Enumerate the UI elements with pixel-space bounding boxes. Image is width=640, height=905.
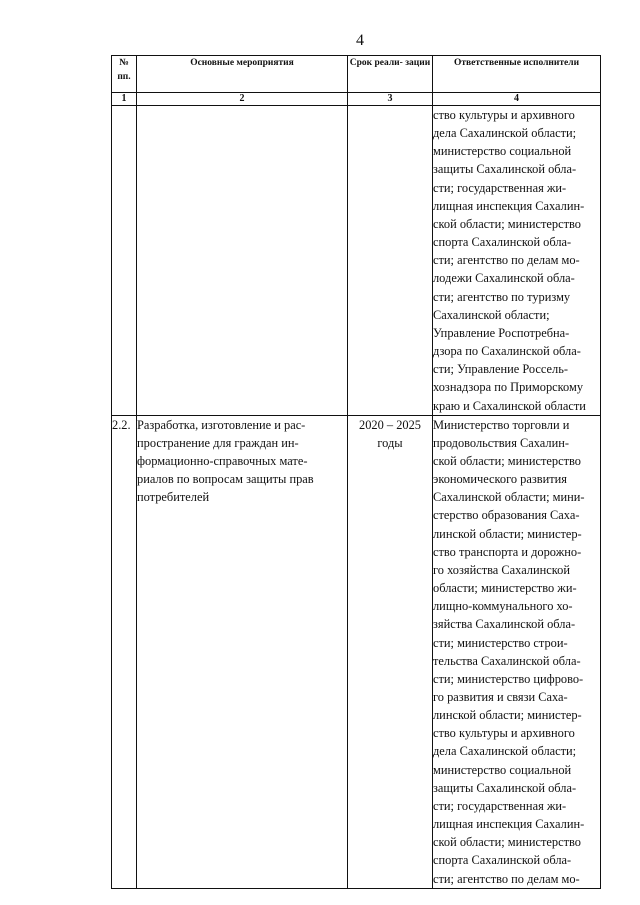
activity-line: Разработка, изготовление и рас- — [137, 417, 306, 432]
responsible-line: ство транспорта и дорожно- — [433, 544, 582, 559]
responsible-line: ство культуры и архивного — [433, 108, 575, 122]
responsible-line: линской области; министер- — [433, 526, 582, 541]
column-number-row — [112, 93, 601, 106]
term-line: годы — [377, 435, 403, 450]
responsible-line: сти; министерство строи- — [433, 635, 568, 650]
activities-table — [111, 55, 601, 889]
activity-line: риалов по вопросам защиты прав — [137, 472, 314, 487]
responsible-line: ской области; министерство — [433, 216, 581, 231]
activity-line: потребителей — [137, 490, 210, 505]
responsible-line: ской области; министерство — [433, 835, 581, 850]
term-cell — [348, 106, 433, 416]
activity-line: пространение для граждан ин- — [137, 435, 299, 450]
activity-line: формационно-справочных мате- — [137, 453, 308, 468]
responsible-line: защиты Сахалинской обла- — [433, 780, 577, 795]
responsible-line: Министерство торговли и — [433, 417, 570, 432]
responsible-cell — [433, 415, 601, 888]
responsible-line: ство культуры и архивного — [433, 726, 575, 741]
responsible-line: сти; государственная жи- — [433, 180, 567, 195]
responsible-line: министерство социальной — [433, 762, 572, 777]
responsible-line: сти; министерство цифрово- — [433, 671, 584, 686]
term-line: 2020 – 2025 — [359, 417, 421, 432]
responsible-line: тельства Сахалинской обла- — [433, 653, 581, 668]
responsible-line: линской области; министер- — [433, 708, 582, 723]
responsible-line: дела Сахалинской области; — [433, 126, 577, 141]
column-number-4: 4 — [433, 93, 601, 106]
header-activities: Основные мероприятия — [137, 56, 348, 93]
responsible-line: лодежи Сахалинской обла- — [433, 271, 575, 286]
term-cell — [348, 415, 433, 888]
responsible-line: стерство образования Саха- — [433, 508, 580, 523]
responsible-line: Сахалинской области; мини- — [433, 490, 585, 505]
responsible-cell — [433, 106, 601, 416]
table-row — [112, 106, 601, 416]
responsible-line: спорта Сахалинской обла- — [433, 853, 572, 868]
responsible-line: Управление Роспотребна- — [433, 325, 570, 340]
activity-cell — [137, 106, 348, 416]
responsible-line: краю и Сахалинской области — [433, 398, 586, 413]
responsible-line: спорта Сахалинской обла- — [433, 235, 572, 250]
responsible-line: зяйства Сахалинской обла- — [433, 617, 576, 632]
responsible-line: сти; Управление Россель- — [433, 362, 569, 377]
responsible-line: хознадзора по Приморскому — [433, 380, 584, 395]
responsible-line: лищная инспекция Сахалин- — [433, 198, 585, 213]
responsible-line: сти; агентство по делам мо- — [433, 253, 580, 268]
responsible-line: защиты Сахалинской обла- — [433, 162, 577, 177]
responsible-line: лищно-коммунального хо- — [433, 599, 573, 614]
responsible-line: го развития и связи Саха- — [433, 690, 568, 704]
header-responsible: Ответственные исполнители — [433, 56, 601, 93]
responsible-line: области; министерство жи- — [433, 581, 577, 596]
responsible-line: го хозяйства Сахалинской — [433, 562, 570, 577]
responsible-line: экономического развития — [433, 472, 567, 487]
column-number-3: 3 — [348, 93, 433, 106]
responsible-line: министерство социальной — [433, 144, 572, 159]
responsible-line: дела Сахалинской области; — [433, 744, 577, 759]
responsible-line: Сахалинской области; — [433, 307, 550, 322]
table-header-row — [112, 56, 601, 93]
responsible-line: ской области; министерство — [433, 453, 581, 468]
header-no: № пп. — [112, 56, 137, 93]
responsible-line: продовольствия Сахалин- — [433, 435, 569, 450]
responsible-line: сти; агентство по делам мо- — [433, 871, 580, 886]
page-number: 4 — [356, 32, 364, 49]
row-number: 2.2. — [112, 415, 137, 888]
column-number-2: 2 — [137, 93, 348, 106]
header-term: Срок реали- зации — [348, 56, 433, 93]
responsible-line: дзора по Сахалинской обла- — [433, 344, 581, 359]
row-number — [112, 106, 137, 416]
responsible-line: сти; агентство по туризму — [433, 289, 571, 304]
responsible-line: лищная инспекция Сахалин- — [433, 817, 585, 832]
table-row — [112, 415, 601, 888]
column-number-1: 1 — [112, 93, 137, 106]
responsible-line: сти; государственная жи- — [433, 798, 567, 813]
activity-cell — [137, 415, 348, 888]
